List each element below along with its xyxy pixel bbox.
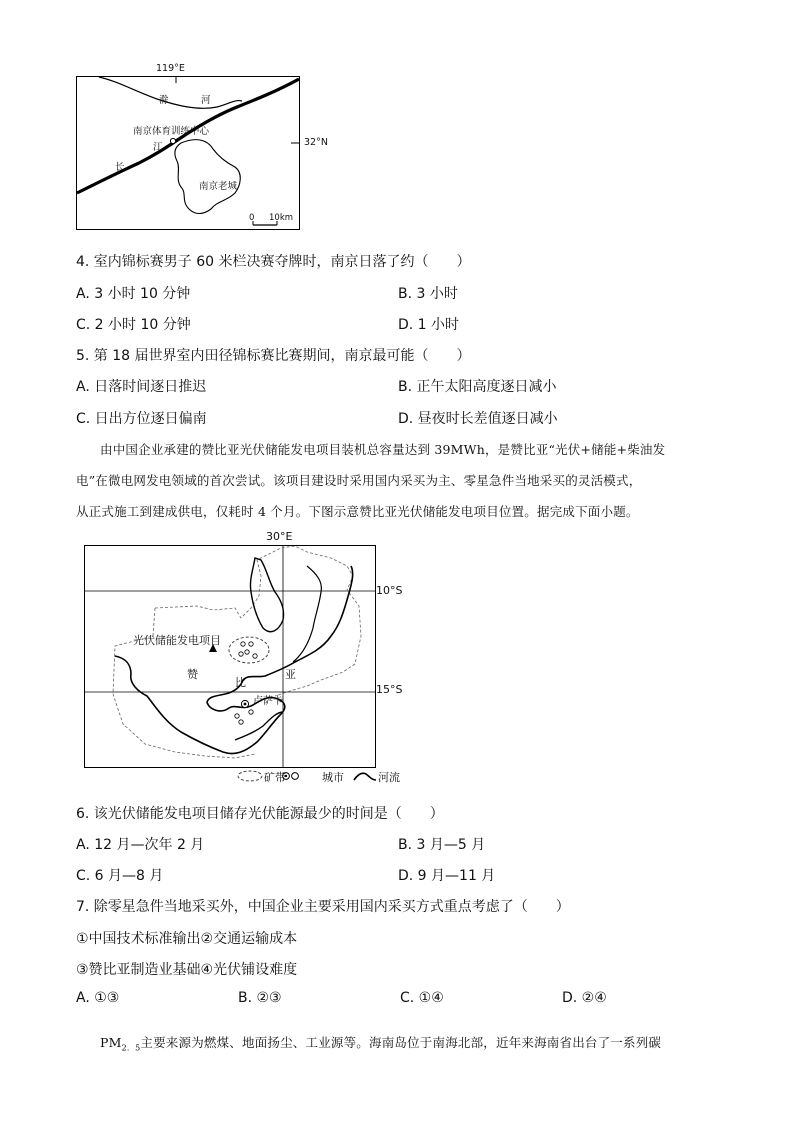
country-label-3: 亚 xyxy=(285,668,296,681)
q5-option-a[interactable]: A. 日落时间逐日推迟 xyxy=(76,379,207,395)
scale-zero: 0 xyxy=(249,213,255,223)
nanjing-map xyxy=(76,76,300,230)
map2-lat1-label: 10°S xyxy=(376,584,403,597)
q6-option-b[interactable]: B. 3 月—5 月 xyxy=(398,837,486,853)
q5-option-c[interactable]: C. 日出方位逐日偏南 xyxy=(76,411,207,427)
q7-choice-line-2: ③赞比亚制造业基础④光伏铺设难度 xyxy=(76,962,298,978)
q7-option-c[interactable]: C. ①④ xyxy=(400,990,444,1006)
map2-longitude-label: 30°E xyxy=(266,530,293,543)
q5-option-d[interactable]: D. 昼夜时长差值逐日减小 xyxy=(398,411,558,427)
country-label-2: 比 xyxy=(235,676,246,689)
q5-stem: 5. 第 18 届世界室内田径锦标赛比赛期间，南京最可能（ ） xyxy=(76,348,471,364)
q4-option-d[interactable]: D. 1 小时 xyxy=(398,317,460,333)
map1-longitude-label: 119°E xyxy=(156,63,185,74)
chu-label-1: 滁 xyxy=(159,95,169,106)
q7-stem: 7. 除零星急件当地采买外，中国企业主要采用国内采买方式重点考虑了（ ） xyxy=(76,899,570,915)
q4-option-a[interactable]: A. 3 小时 10 分钟 xyxy=(76,286,191,302)
passage-line-2: 电”在微电网发电领域的首次尝试。该项目建设时采用国内采买为主、零星急件当地采买的灵活模式， xyxy=(76,473,642,488)
map1-latitude-label: 32°N xyxy=(304,137,328,148)
q6-option-d[interactable]: D. 9 月—11 月 xyxy=(398,868,496,884)
nanjing-map-graphic xyxy=(77,77,299,229)
pm-text: PM xyxy=(100,1035,122,1050)
chu-river xyxy=(99,77,242,108)
lusaka-label: 卢萨卡 xyxy=(253,696,283,707)
passage2-line-1 xyxy=(100,1033,661,1054)
zambia-map xyxy=(84,545,376,768)
old-city-boundary xyxy=(175,140,240,214)
jiang-label: 江 xyxy=(153,142,163,153)
chu-label-2: 河 xyxy=(201,95,211,106)
map2-legend xyxy=(236,768,400,784)
project-label: 光伏储能发电项目 xyxy=(133,634,221,647)
q4-option-b[interactable]: B. 3 小时 xyxy=(398,286,458,302)
q6-option-a[interactable]: A. 12 月—次年 2 月 xyxy=(76,837,205,853)
legend-mine-label: 矿带 xyxy=(264,771,286,784)
q5-option-b[interactable]: B. 正午太阳高度逐日减小 xyxy=(398,379,557,395)
pm-subscript: 2．5 xyxy=(121,1043,141,1053)
passage-line-3: 从正式施工到建成供电，仅耗时 4 个月。下图示意赞比亚光伏储能发电项目位置。据完成下面小题。 xyxy=(76,504,639,519)
country-label-1: 赞 xyxy=(187,668,198,681)
old-city-label: 南京老城 xyxy=(199,181,238,192)
q7-option-a[interactable]: A. ①③ xyxy=(76,990,120,1006)
zambia-map-graphic xyxy=(85,546,375,767)
q4-option-c[interactable]: C. 2 小时 10 分钟 xyxy=(76,317,191,333)
training-center-label: 南京体育训练中心 xyxy=(133,126,210,137)
passage-line-1: 由中国企业承建的赞比亚光伏储能发电项目装机总容量达到 39MWh，是赞比亚“光伏+储能+柴油发 xyxy=(100,442,666,457)
q7-option-b[interactable]: B. ②③ xyxy=(238,990,282,1006)
map2-lat2-label: 15°S xyxy=(376,683,403,696)
q6-stem: 6. 该光伏储能发电项目储存光伏能源最少的时间是（ ） xyxy=(76,806,444,822)
legend-city-label: 城市 xyxy=(322,771,344,784)
passage2-text: 主要来源为燃煤、地面扬尘、工业源等。海南岛位于南海北部，近年来海南省出台了一系列碳 xyxy=(140,1035,662,1050)
training-center-point xyxy=(170,138,175,143)
scale-km: 10km xyxy=(269,213,294,223)
q4-stem: 4. 室内锦标赛男子 60 米栏决赛夺牌时，南京日落了约（ ） xyxy=(76,254,471,270)
q7-option-d[interactable]: D. ②④ xyxy=(562,990,607,1006)
chang-label: 长 xyxy=(115,162,125,173)
q6-option-c[interactable]: C. 6 月—8 月 xyxy=(76,868,164,884)
q7-choice-line-1: ①中国技术标准输出②交通运输成本 xyxy=(76,931,298,947)
legend-river-label: 河流 xyxy=(378,771,400,784)
